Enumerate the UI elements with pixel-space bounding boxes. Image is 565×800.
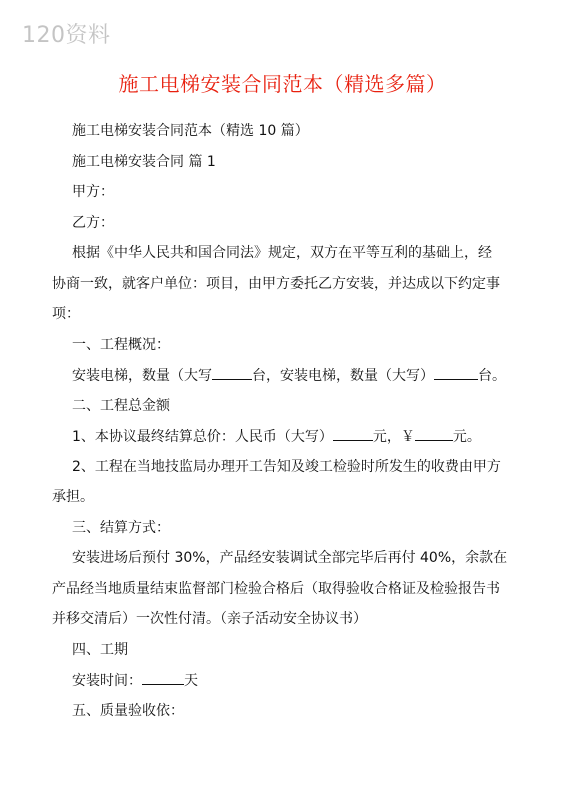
doc-line-install-time bbox=[72, 670, 198, 691]
blank-field bbox=[415, 426, 453, 441]
doc-line-intro-2: 协商一致，就客户单位：项目，由甲方委托乙方安装，并达成以下约定事 bbox=[52, 276, 500, 292]
doc-line-party-b: 乙方： bbox=[72, 215, 114, 231]
doc-line-payment-2: 产品经当地质量结束监督部门检验合格后（取得验收合格证及检验报告书 bbox=[52, 581, 500, 597]
doc-line-heading-settlement: 三、结算方式： bbox=[72, 520, 170, 536]
doc-line-heading-schedule: 四、工期 bbox=[72, 642, 128, 658]
text-segment: 元。 bbox=[452, 429, 481, 445]
text-segment: 台。 bbox=[478, 368, 506, 384]
doc-line-section-1: 施工电梯安装合同 篇 1 bbox=[72, 154, 216, 170]
document-title: 施工电梯安装合同范本（精选多篇） bbox=[118, 72, 447, 96]
doc-line-intro-1: 根据《中华人民共和国合同法》规定，双方在平等互利的基础上，经 bbox=[72, 245, 492, 261]
doc-line-total-price bbox=[72, 426, 481, 447]
doc-line-fees-1: 2、工程在当地技监局办理开工告知及竣工检验时所发生的收费由甲方 bbox=[72, 459, 501, 475]
doc-line-payment-1: 安装进场后预付 30%，产品经安装调试全部完毕后再付 40%，余款在 bbox=[72, 550, 508, 566]
text-segment: 安装时间： bbox=[72, 673, 142, 689]
text-segment: 元，￥ bbox=[372, 429, 415, 445]
text-segment: 安装电梯，数量（大写 bbox=[72, 368, 212, 384]
watermark: 120资料 bbox=[22, 23, 111, 48]
blank-field bbox=[434, 365, 478, 380]
doc-line-party-a: 甲方： bbox=[72, 184, 114, 200]
blank-field bbox=[142, 670, 184, 685]
doc-line-elevator-quantity bbox=[72, 365, 506, 386]
doc-line-fees-2: 承担。 bbox=[52, 489, 94, 505]
text-segment: 1、本协议最终结算总价：人民币（大写） bbox=[72, 429, 333, 445]
doc-line-heading-amount: 二、工程总金额 bbox=[72, 398, 170, 414]
blank-field bbox=[212, 365, 252, 380]
doc-line-heading-acceptance: 五、质量验收依： bbox=[72, 703, 184, 719]
blank-field bbox=[333, 426, 373, 441]
doc-line-heading-overview: 一、工程概况： bbox=[72, 337, 170, 353]
doc-line-subtitle: 施工电梯安装合同范本（精选 10 篇） bbox=[72, 123, 309, 139]
doc-line-intro-3: 项： bbox=[52, 306, 80, 322]
text-segment: 台，安装电梯，数量（大写） bbox=[252, 368, 434, 384]
text-segment: 天 bbox=[184, 673, 198, 689]
doc-line-payment-3: 并移交清后）一次性付清。（亲子活动安全协议书） bbox=[52, 611, 367, 627]
